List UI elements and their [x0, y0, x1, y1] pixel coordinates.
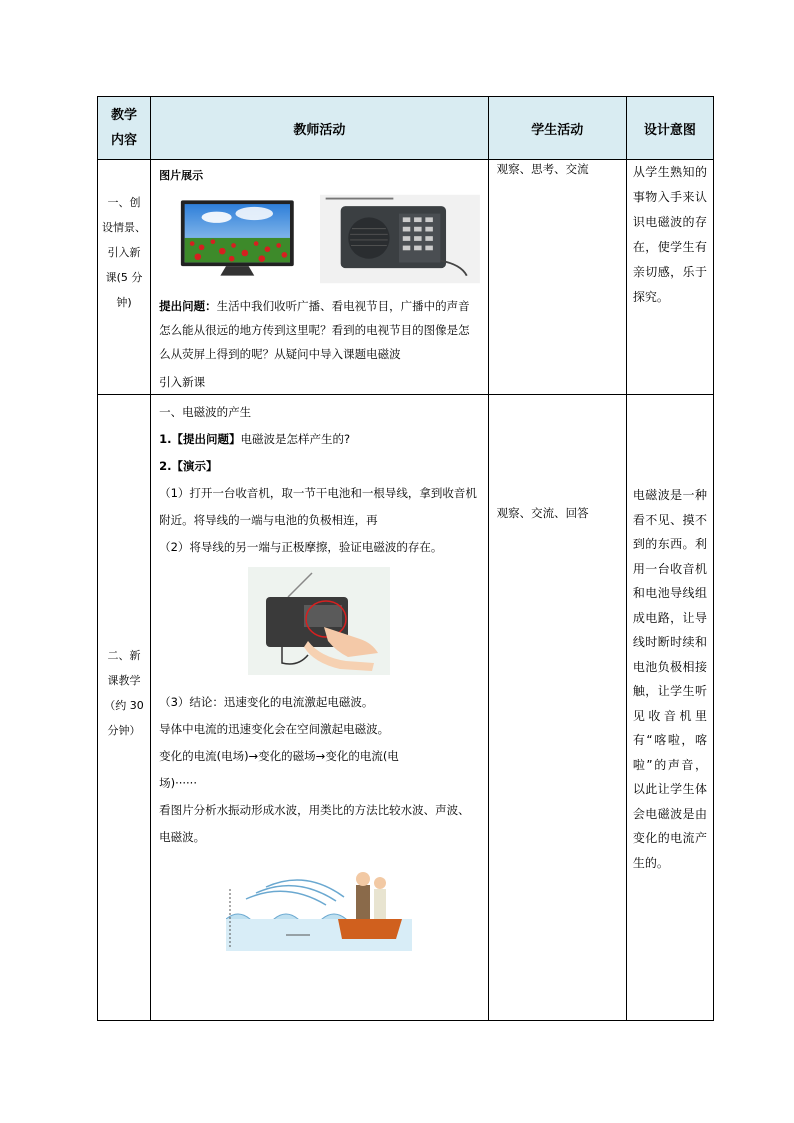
water-wave-image: [159, 859, 480, 961]
demo-step-1: （1）打开一台收音机，取一节干电池和一根导线，拿到收音机附近。将导线的一端与电池的负极相连，再: [159, 486, 477, 527]
header-content: 教学 内容: [98, 97, 151, 160]
header-teacher: 教师活动: [151, 97, 489, 160]
radio-demo-image: [248, 567, 390, 675]
student-activity-new: 观察、交流、回答: [488, 395, 626, 1021]
conclusion-line: 导体中电流的迅速变化会在空间激起电磁波。: [159, 722, 390, 736]
demo-step-2: （2）将导线的另一端与正极摩擦，验证电磁波的存在。: [159, 540, 443, 554]
analogy-line: 看图片分析水振动形成水波，用类比的方法比较水波、声波、电磁波。: [159, 803, 470, 844]
intro-images: [179, 192, 480, 286]
water-wave-figure: [226, 859, 412, 951]
heading-em-wave: 一、电磁波的产生: [159, 405, 252, 419]
pic-title: 图片展示: [159, 169, 204, 182]
header-student: 学生活动: [488, 97, 626, 160]
intro-question: 提出问题：生活中我们收听广播、看电视节目，广播中的声音怎么能从很远的地方传到这里呢？看到的电视节目的图像是怎么从荧屏上得到的呢？从疑问中导入课题电磁波: [159, 299, 470, 361]
design-intent-new: 电磁波是一种看不见、摸不到的东西。利用一台收音机和电池导线组成电路，让导线时断时续和电池负极相接触，让学生听见收音机里有“喀啦，喀啦”的声音，以此让学生体会电磁波是由变化的电流产生的。: [626, 395, 713, 1021]
lesson-table: [97, 96, 714, 1021]
teacher-activity-new: [151, 395, 489, 1021]
demo-image: [159, 567, 480, 685]
demo-label: 2.【演示】: [159, 459, 218, 473]
tv-image: [179, 192, 296, 282]
student-activity-intro: 观察、思考、交流: [488, 160, 626, 395]
row-new-lesson: [98, 395, 714, 1021]
change-chain: 变化的电流(电场)→变化的磁场→变化的电流(电场)······: [159, 749, 399, 790]
demo-step-3: （3）结论：迅速变化的电流激起电磁波。: [159, 695, 374, 709]
header-row: [98, 97, 714, 160]
section-new-lesson: 二、新 课教学 （约 30 分钟）: [98, 395, 151, 1021]
intro-new-lesson: 引入新课: [159, 375, 206, 389]
row-intro: [98, 160, 714, 395]
header-design: 设计意图: [626, 97, 713, 160]
section-intro: 一、创 设情景、 引入新 课(5 分 钟): [98, 160, 151, 395]
question-item: 1.【提出问题】电磁波是怎样产生的?: [159, 432, 351, 446]
teacher-activity-intro: [151, 160, 489, 395]
radio-image: [320, 192, 480, 286]
design-intent-intro: 从学生熟知的事物入手来认识电磁波的存在，使学生有亲切感，乐于探究。: [626, 160, 713, 395]
